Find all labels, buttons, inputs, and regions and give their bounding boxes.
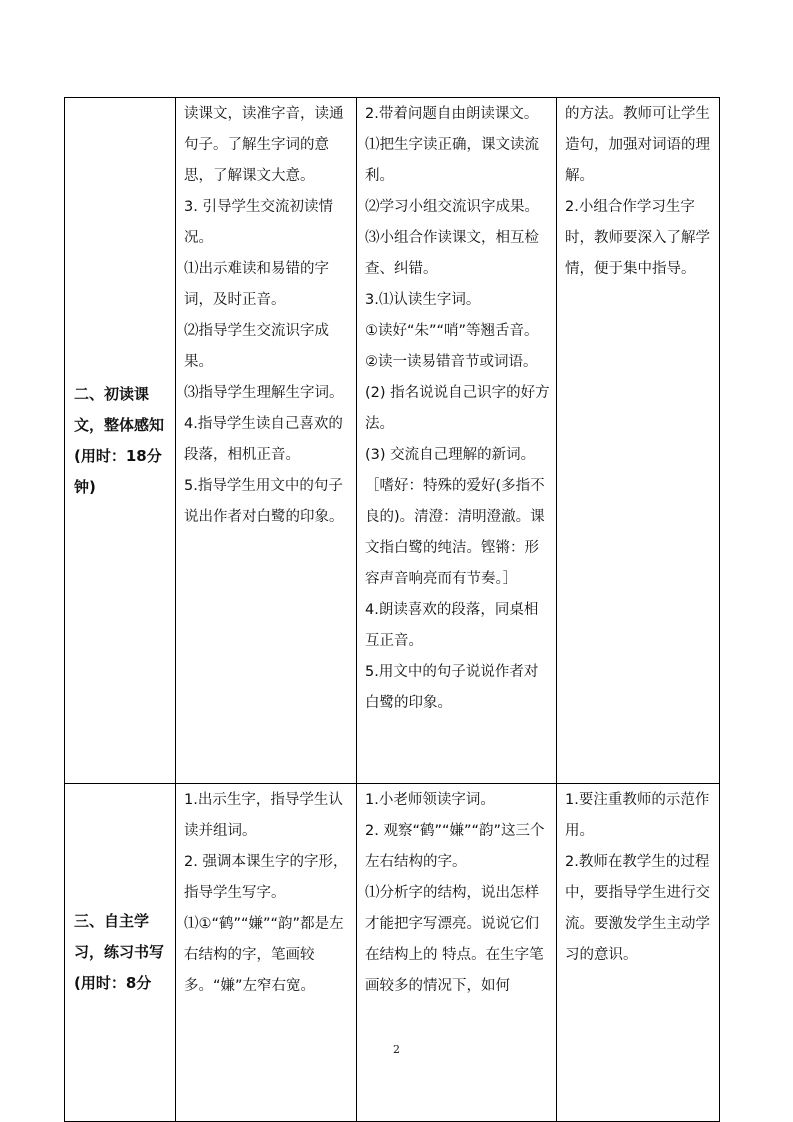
page-number: 2 xyxy=(393,1043,400,1056)
table-row xyxy=(65,98,720,784)
student-line: ⑵学习小组交流识字成果。 xyxy=(365,199,539,215)
teacher-activity-cell xyxy=(176,98,357,784)
notes-cell xyxy=(557,98,720,784)
teacher-line: 4.指导学生读自己喜欢的段落，相机正音。 xyxy=(184,416,343,463)
teacher-activity-cell xyxy=(176,784,357,1122)
table-row xyxy=(65,784,720,1122)
teacher-line: ⑴①“鹤”“嫌”“韵”都是左右结构的字，笔画较多。“嫌”左窄右宽。 xyxy=(184,916,344,994)
student-line: ②读一读易错音节或词语。 xyxy=(365,354,538,370)
stage-cell: 二、初读课文，整体感知(用时：18分钟) xyxy=(65,98,176,784)
student-activity-cell xyxy=(357,784,557,1122)
note-line: 2.小组合作学习生字时，教师要深入了解学情，便于集中指导。 xyxy=(565,199,710,277)
student-line: ［嗜好：特殊的爱好(多指不良的)。清澄：清明澄澈。课文指白鹭的纯洁。铿锵：形容声音响亮而有节奏。］ xyxy=(365,478,545,587)
student-line: ⑴分析字的结构，说出怎样才能把字写漂亮。说说它们在结构上的 特点。在生字笔画较多的情况下，如何 xyxy=(365,885,544,994)
student-line: ①读好“朱”“哨”等翘舌音。 xyxy=(365,323,539,339)
note-line: 1.要注重教师的示范作用。 xyxy=(565,792,710,839)
teacher-line: ⑵指导学生交流识字成果。 xyxy=(184,323,329,370)
teacher-line: 5.指导学生用文中的句子说出作者对白鹭的印象。 xyxy=(184,478,344,525)
student-line: 3.⑴认读生字词。 xyxy=(365,292,481,308)
teacher-line: ⑴出示难读和易错的字词，及时正音。 xyxy=(184,261,329,308)
teacher-line: ⑶指导学生理解生字词。 xyxy=(184,385,344,401)
teacher-line: 2. 强调本课生字的字形，指导学生写字。 xyxy=(184,854,348,901)
student-line: 2. 观察“鹤”“嫌”“韵”这三个左右结构的字。 xyxy=(365,823,545,870)
student-line: ⑴把生字读正确，课文读流利。 xyxy=(365,137,539,184)
student-activity-cell xyxy=(357,98,557,784)
notes-cell xyxy=(557,784,720,1122)
teacher-line: 3. 引导学生交流初读情况。 xyxy=(184,199,333,246)
student-line: (3) 交流自己理解的新词。 xyxy=(365,447,536,463)
student-line: 4.朗读喜欢的段落，同桌相互正音。 xyxy=(365,602,539,649)
student-line: 5.用文中的句子说说作者对白鹭的印象。 xyxy=(365,664,539,711)
student-line: 1.小老师领读字词。 xyxy=(365,792,495,808)
note-line: 的方法。教师可让学生造句，加强对词语的理解。 xyxy=(565,106,710,184)
student-line: (2) 指名说说自己识字的好方法。 xyxy=(365,385,550,432)
student-line: 2.带着问题自由朗读课文。 xyxy=(365,106,539,122)
teacher-line: 1.出示生字，指导学生认读并组词。 xyxy=(184,792,343,839)
stage-cell: 三、自主学习，练习书写(用时：8分 xyxy=(65,784,176,1122)
lesson-plan-table xyxy=(64,97,720,1122)
note-line: 2.教师在教学生的过程中，要指导学生进行交流。要激发学生主动学习的意识。 xyxy=(565,854,710,963)
teacher-line: 读课文，读准字音，读通句子。了解生字词的意思，了解课文大意。 xyxy=(184,106,344,184)
student-line: ⑶小组合作读课文，相互检查、纠错。 xyxy=(365,230,539,277)
